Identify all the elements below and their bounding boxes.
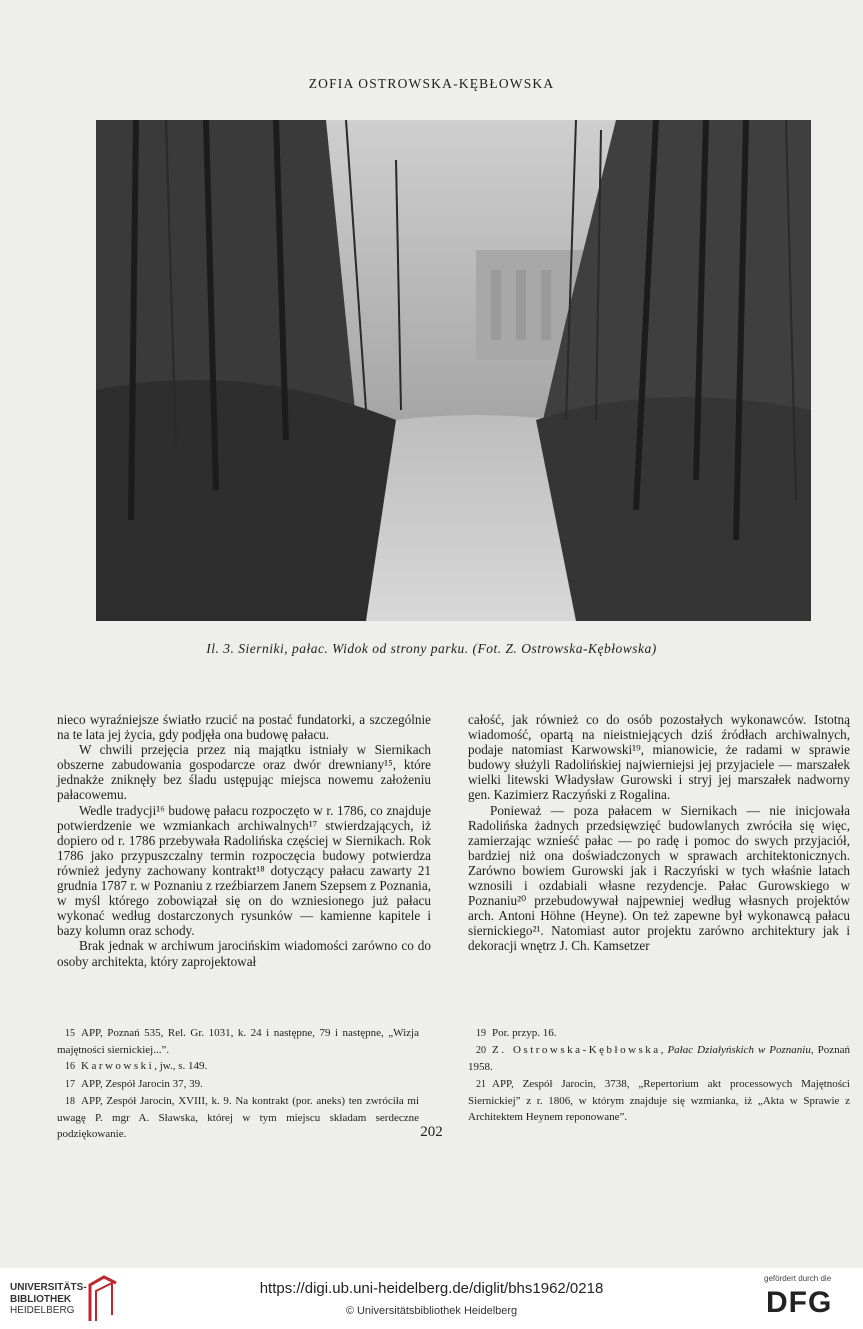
footnote: 18 APP, Zespół Jarocin, XVIII, k. 9. Na kontrakt (por. aneks) ten zwróciła mi uwagę P. mgr A. Sławska, której w tym miejscu składam serdeczne podziękowanie. [57,1094,419,1141]
university-library-logo[interactable]: UNIVERSITÄTS- BIBLIOTHEK HEIDELBERG [10,1282,87,1316]
footnote: 20 Z. Ostrowska-Kębłowska, Pałac Działyńskich w Poznaniu, Poznań 1958. [468,1044,850,1074]
paragraph: Brak jednak w archiwum jarocińskim wiadomości zarówno co do osoby architekta, który zaprojektował [57,938,431,969]
body-column-right [468,712,850,954]
paragraph: Ponieważ — poza pałacem w Siernikach — nie inicjowała Radolińska żadnych przedsięwzięć budowlanych zwróciła się więc, zamierzając wznieść pałac — po radę i pomoc do swych przyjaciół, bardziej niż ona doświadczonych w sprawach architektonicznych. Zarówno bowiem Gurowski jak i Raczyński w tych właśnie latach wznosili i ozdabiali własne rezydencje. Pałac Gurowskiego w Poznaniu²⁰ przebudowywał najpewniej według własnych projektów arch. Antoni Höhne (Heyne). On też zapewne był wykonawcą pałacu siernickiego²¹. Natomiast autor projektu zarówno architektury jak i dekoracji wnętrz J. Ch. Kamsetzer [468,802,850,954]
funded-by-label: gefördert durch die [764,1274,832,1283]
paragraph: Wedle tradycji¹⁶ budowę pałacu rozpoczęto w r. 1786, co znajduje potwierdzenie we wzmiankach archiwalnych¹⁷ stwierdzających, iż dopiero od r. 1786 przebywała Radolińska częściej w Siernikach. Rok 1786 jako przypuszczalny termin rozpoczęcia budowy potwierdza również jedyny zachowany kontrakt¹⁸ dotyczący pałacu zawarty 21 grudnia 1787 r. w Poznaniu z rzeźbiarzem Janem Szepsem z Poznania, w myśl którego zobowiązał się on do wzniesionego już pałacu wykonać według dostarczonych rysunków — kamienne kapitele i bazy kolumn oraz schody. [57,802,431,939]
permalink[interactable]: https://digi.ub.uni-heidelberg.de/diglit/bhs1962/0218 [259,1280,604,1297]
figure-caption: Il. 3. Sierniki, pałac. Widok od strony parku. (Fot. Z. Ostrowska-Kębłowska) [206,641,657,656]
dfg-logo[interactable]: DFG [766,1286,833,1319]
footnote: 15 APP, Poznań 535, Rel. Gr. 1031, k. 24 i następne, 79 i następne, „Wizja majętności siernickiej...”. [57,1027,419,1057]
footnote: 21 APP, Zespół Jarocin, 3738, „Repertorium akt processowych Majętności Siernickiej” z r. 1806, w którym znajduje się wzmianka, iż „Akta w Sprawie z Architektem Heynem reponowane”. [468,1077,850,1124]
body-column-left [57,712,431,969]
paragraph: W chwili przejęcia przez nią majątku istniały w Siernikach obszerne zabudowania gospodarcze oraz dwór drewniany¹⁵, które jednakże zniknęły bez śladu ustępując miejsca nowemu założeniu pałacowemu. [57,742,431,803]
viewer-footer [0,1268,863,1329]
footnote: 16 Karwowski, jw., s. 149. [65,1060,208,1073]
paragraph: całość, jak również co do osób pozostałych wykonawców. Istotną wiadomość, opartą na nieistniejących dziś źródłach archiwalnych, podaje natomiast Karwowski¹⁹, mianowicie, że radami w sprawie budowy służyli Radolińskiej najwierniejsi jej przyjaciele — marszałek wielki litewski Władysław Gurowski i stryj jej marszałek nadworny gen. Kazimierz Raczyński z Rogalina. [468,712,850,803]
copyright-notice: © Universitätsbibliothek Heidelberg [345,1305,518,1317]
page-number: 202 [420,1124,443,1140]
footnote: 19 Por. przyp. 16. [476,1027,557,1039]
park-photograph [96,120,811,621]
footnotes-right [468,1025,850,1125]
paragraph: nieco wyraźniejsze światło rzucić na postać fundatorki, a szczególnie na te lata jej życia, gdy podjęła ona budowę pałacu. [57,712,431,743]
footnote: 17 APP, Zespół Jarocin 37, 39. [65,1077,203,1090]
running-head: ZOFIA OSTROWSKA-KĘBŁOWSKA [308,76,555,91]
